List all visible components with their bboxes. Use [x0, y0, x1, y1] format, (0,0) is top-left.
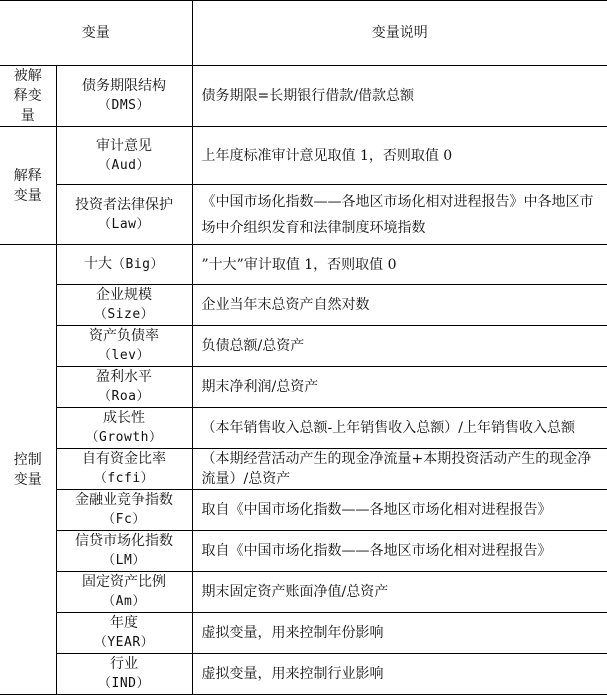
variable-abbr: （DMS）: [98, 98, 150, 113]
group-control: 控制变量: [0, 245, 56, 695]
variable-abbr: （Am）: [102, 594, 146, 609]
table-row: [0, 490, 607, 531]
table-row: [0, 127, 607, 185]
variable-abbr: （lev）: [98, 348, 150, 363]
variable-name: 企业规模: [96, 287, 152, 303]
variable-description: （本年销售收入总额-上年销售收入总额）/上年销售收入总额: [192, 408, 607, 449]
table-row: [0, 367, 607, 408]
variable-abbr: （Big）: [112, 257, 164, 272]
variable-description: 负债总额/总资产: [192, 326, 607, 367]
variable-name: 十大: [84, 256, 112, 272]
variable-description: 债务期限=长期银行借款/借款总额: [192, 66, 607, 127]
variable-name: 行业: [110, 656, 138, 672]
variable-name: 金融业竞争指数: [75, 492, 173, 508]
group-dependent: 被解释变量: [0, 66, 56, 127]
table-row: [0, 185, 607, 245]
variable-description: ”十大”审计取值 1，否则取值 0: [192, 245, 607, 285]
variable-name: 信贷市场化指数: [75, 533, 173, 549]
table-row: [0, 654, 607, 695]
variable-abbr: （Growth）: [85, 430, 163, 445]
variable-name-cell: [56, 367, 192, 408]
variable-abbr: （IND）: [98, 676, 150, 691]
variable-description: 上年度标准审计意见取值 1，否则取值 0: [192, 127, 607, 185]
table-row: [0, 245, 607, 285]
variable-abbr: （Size）: [93, 307, 155, 322]
variable-name-cell: [56, 326, 192, 367]
group-explanatory: 解释变量: [0, 127, 56, 245]
variable-name-cell: [56, 285, 192, 326]
variable-name-cell: [56, 245, 192, 285]
variable-name: 审计意见: [96, 137, 152, 154]
variable-abbr: （Roa）: [98, 389, 150, 404]
variable-description: 虚拟变量，用来控制行业影响: [192, 654, 607, 695]
table-row: [0, 572, 607, 613]
variable-name-cell: [56, 613, 192, 654]
variable-abbr: （Aud）: [98, 157, 150, 173]
variable-description: 取自《中国市场化指数——各地区市场化相对进程报告》: [192, 531, 607, 572]
variable-name: 自有资金比率: [82, 451, 166, 467]
variable-name: 债务期限结构: [82, 78, 166, 94]
variable-description: 期末净利润/总资产: [192, 367, 607, 408]
variable-name-cell: [56, 654, 192, 695]
variable-name: 年度: [110, 615, 138, 631]
table-row: [0, 285, 607, 326]
variable-name-cell: [56, 490, 192, 531]
table-row: [0, 531, 607, 572]
header-variable: 变量: [0, 1, 192, 66]
table-row: [0, 326, 607, 367]
table-row: [0, 613, 607, 654]
variable-name: 盈利水平: [96, 369, 152, 385]
variable-description: 《中国市场化指数——各地区市场化相对进程报告》中各地区市场中介组织发育和法律制度环境指数: [192, 185, 607, 245]
variable-name: 投资者法律保护: [75, 196, 173, 213]
variable-name: 资产负债率: [89, 328, 159, 344]
variable-description: （本期经营活动产生的现金净流量+本期投资活动产生的现金净流量）/总资产: [192, 449, 607, 490]
variable-name: 固定资产比例: [82, 574, 166, 590]
table-row: [0, 408, 607, 449]
variable-abbr: （fcfi）: [93, 471, 155, 486]
variable-description: 虚拟变量，用来控制年份影响: [192, 613, 607, 654]
table-row: [0, 66, 607, 127]
variable-name-cell: [56, 66, 192, 127]
variable-abbr: （Fc）: [102, 512, 146, 527]
variable-name-cell: [56, 531, 192, 572]
table-header-row: [0, 1, 607, 66]
variable-name-cell: [56, 572, 192, 613]
variable-description: 期末固定资产账面净值/总资产: [192, 572, 607, 613]
variable-description: 企业当年末总资产自然对数: [192, 285, 607, 326]
variable-description: 取自《中国市场化指数——各地区市场化相对进程报告》: [192, 490, 607, 531]
variable-name-cell: [56, 408, 192, 449]
variable-abbr: （LM）: [102, 553, 146, 568]
variable-name-cell: [56, 185, 192, 245]
variable-name: 成长性: [103, 410, 145, 426]
variable-abbr: （YEAR）: [93, 635, 155, 650]
header-description: 变量说明: [192, 1, 607, 66]
variable-name-cell: [56, 449, 192, 490]
table-row: [0, 449, 607, 490]
variable-abbr: （Law）: [98, 216, 150, 232]
variable-name-cell: [56, 127, 192, 185]
